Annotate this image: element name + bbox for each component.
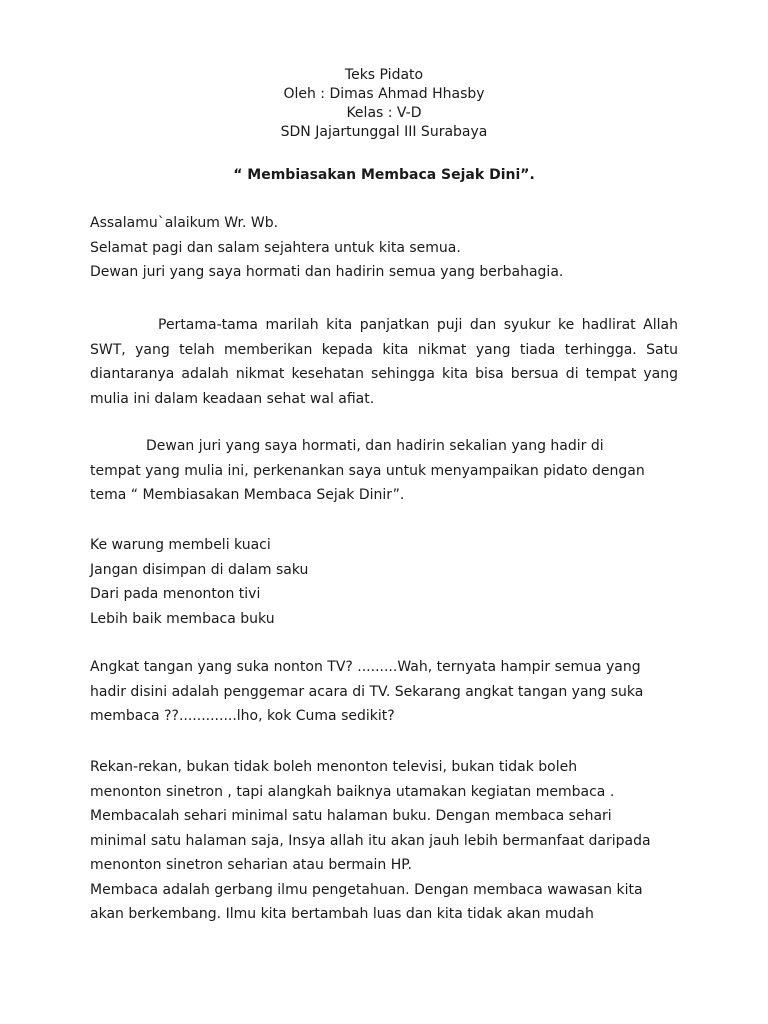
paragraph-line: Dewan juri yang saya hormati, dan hadirin sekalian yang hadir di	[146, 438, 604, 454]
greeting-line: Assalamu`alaikum Wr. Wb.	[90, 215, 279, 231]
document-header	[0, 66, 768, 142]
header-doc-type: Teks Pidato	[344, 67, 424, 83]
paragraph-line: menonton sinetron seharian atau bermain HP.	[90, 857, 412, 873]
paragraph-advice	[90, 755, 678, 927]
paragraph-line: Pertama-tama marilah kita panjatkan puji dan syukur ke hadlirat Allah	[158, 317, 678, 333]
header-school: SDN Jajartunggal III Surabaya	[280, 124, 488, 140]
paragraph-line: akan berkembang. Ilmu kita bertambah luas dan kita tidak akan mudah	[90, 906, 594, 922]
paragraph-line: minimal satu halaman saja, Insya allah itu akan jauh lebih bermanfaat daripada	[90, 832, 651, 849]
greeting-line: Selamat pagi dan salam sejahtera untuk kita semua.	[90, 239, 461, 256]
paragraph-line: Membaca adalah gerbang ilmu pengetahuan. Dengan membaca wawasan kita	[90, 881, 643, 898]
paragraph-line: tema “ Membiasakan Membaca Sejak Dinir”.	[90, 487, 405, 503]
pantun-line: Dari pada menonton tivi	[90, 586, 261, 602]
greeting-block	[90, 211, 678, 285]
paragraph-line: tempat yang mulia ini, perkenankan saya untuk menyampaikan pidato dengan	[90, 462, 645, 479]
header-class: Kelas : V-D	[346, 105, 422, 121]
paragraph-line: SWT, yang telah memberikan kepada kita nikmat yang tiada terhingga. Satu	[90, 341, 678, 358]
pantun-line: Jangan disimpan di dalam saku	[90, 561, 309, 578]
speech-title: “ Membiasakan Membaca Sejak Dini”.	[233, 167, 535, 183]
paragraph-line: diantaranya adalah nikmat kesehatan sehingga kita bisa bersua di tempat yang	[90, 366, 678, 382]
pantun-line: Ke warung membeli kuaci	[90, 537, 271, 553]
paragraph-line: Rekan-rekan, bukan tidak boleh menonton televisi, bukan tidak boleh	[90, 759, 578, 775]
pantun-line: Lebih baik membaca buku	[90, 610, 275, 627]
paragraph-line: Membacalah sehari minimal satu halaman buku. Dengan membaca sehari	[90, 808, 612, 824]
paragraph-opening	[90, 313, 678, 411]
paragraph-line: membaca ??.............lho, kok Cuma sedikit?	[90, 708, 395, 724]
paragraph-line: Angkat tangan yang suka nonton TV? .........Wah, ternyata hampir semua yang	[90, 659, 641, 675]
paragraph-line: menonton sinetron , tapi alangkah baiknya utamakan kegiatan membaca .	[90, 783, 615, 800]
paragraph-address	[90, 434, 678, 508]
header-author: Oleh : Dimas Ahmad Hhasby	[283, 86, 485, 102]
greeting-line: Dewan juri yang saya hormati dan hadirin semua yang berbahagia.	[90, 264, 564, 280]
paragraph-line: hadir disini adalah penggemar acara di TV. Sekarang angkat tangan yang suka	[90, 683, 644, 700]
pantun-block	[90, 533, 678, 631]
paragraph-question	[90, 655, 678, 729]
paragraph-line: mulia ini dalam keadaan sehat wal afiat.	[90, 390, 375, 407]
